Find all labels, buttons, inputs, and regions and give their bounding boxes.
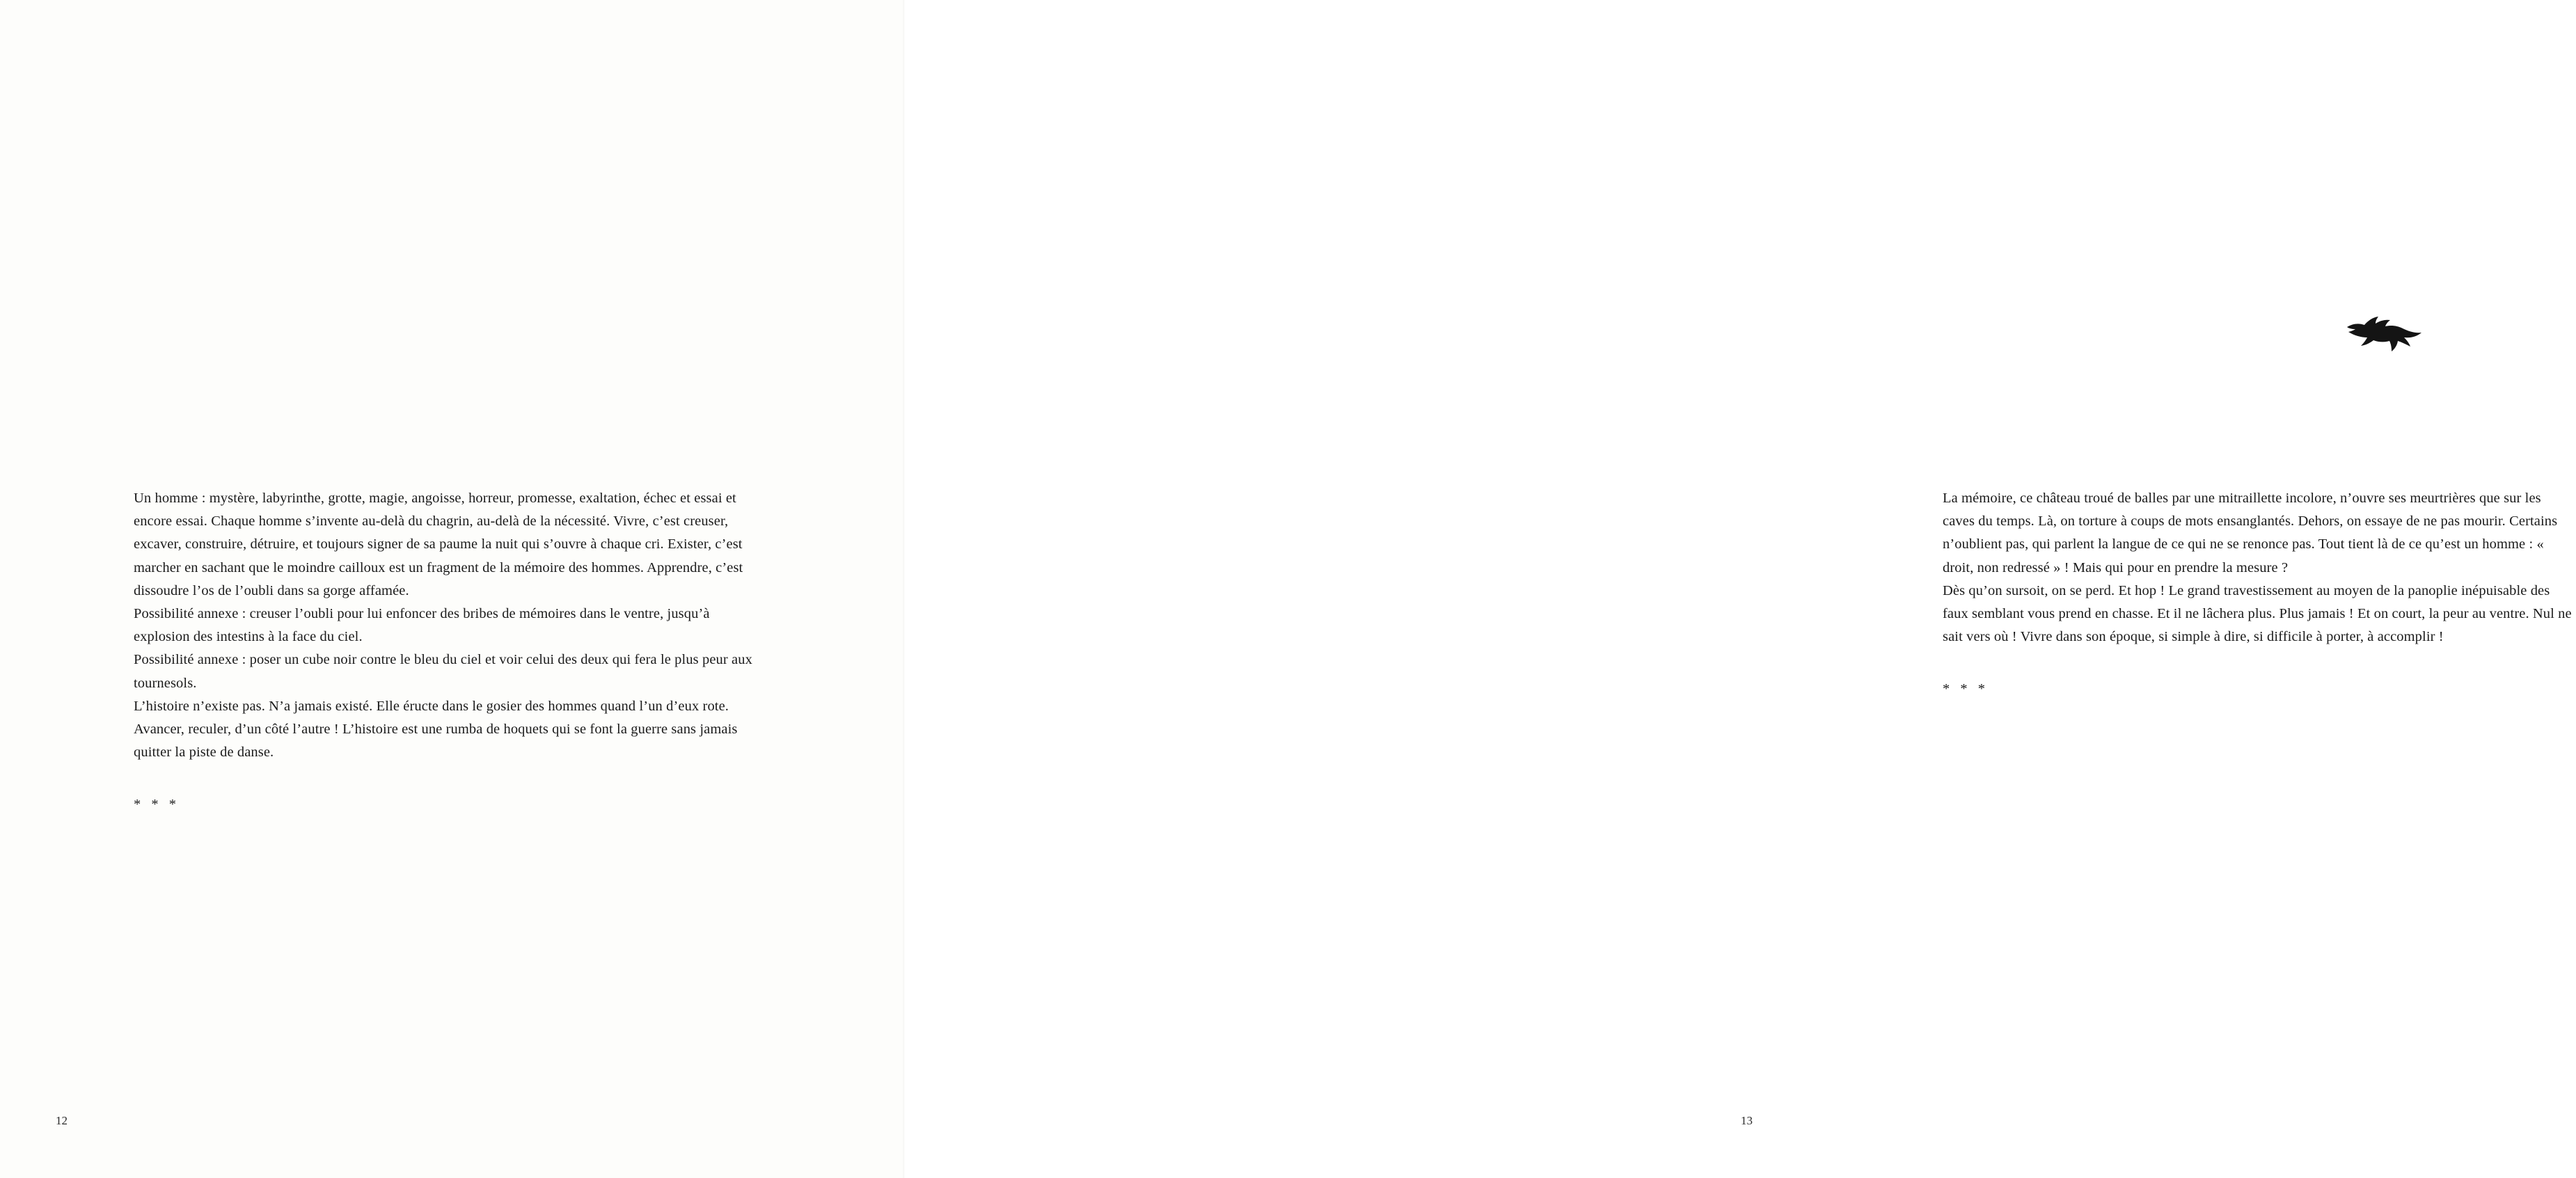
section-separator: * * *	[134, 797, 180, 813]
paragraph: Possibilité annexe : poser un cube noir contre le bleu du ciel et voir celui des deux qui fera le plus peur aux tournesols.	[134, 652, 752, 691]
right-page-text	[1943, 487, 2576, 701]
paragraph: Possibilité annexe : creuser l’oubli pour lui enfoncer des bribes de mémoires dans le ventre, jusqu’à explosion des intestins à la face du ciel.	[134, 606, 710, 645]
page-number-right: 13	[1741, 1114, 1753, 1127]
left-page-text	[134, 487, 767, 817]
left-page	[0, 0, 904, 1178]
paragraph: Dès qu’on sursoit, on se perd. Et hop ! Le grand travestissement au moyen de la panoplie inépuisable des faux semblant vous prend en chasse. Et il ne lâchera plus. Plus jamais ! Et on court, la peur au ventre. Nul ne sait vers où ! Vivre dans son époque, si simple à dire, si difficile à porter, à accomplir !	[1943, 582, 2572, 645]
right-page	[904, 0, 2572, 1178]
flying-bird-silhouette-icon	[2341, 306, 2425, 362]
paragraph: L’histoire n’existe pas. N’a jamais existé. Elle éructe dans le gosier des hommes quand l’un d’eux rote. Avancer, reculer, d’un côté l’autre ! L’histoire est une rumba de hoquets qui se font la guerre sans jamais quitter la piste de danse.	[134, 698, 738, 761]
section-separator: * * *	[1943, 681, 1989, 697]
paragraph: Un homme : mystère, labyrinthe, grotte, magie, angoisse, horreur, promesse, exaltation, échec et essai et encore essai. Chaque homme s’invente au-delà du chagrin, au-delà de la nécessité. Vivre, c’est creuser, excaver, construire, détruire, et toujours signer de sa paume la nuit qui s’ouvre à chaque cri. Exister, c’est marcher en sachant que le moindre cailloux est un fragment de la mémoire des hommes. Apprendre, c’est dissoudre l’os de l’oubli dans sa gorge affamée.	[134, 491, 743, 598]
page-number-left: 12	[56, 1114, 68, 1127]
paragraph: La mémoire, ce château troué de balles par une mitraillette incolore, n’ouvre ses meurtrières que sur les caves du temps. Là, on torture à coups de mots ensanglantés. Dehors, on essaye de ne pas mourir. Certains n’oublient pas, qui parlent la langue de ce qui ne se renonce pas. Tout tient là de ce qu’est un homme : « droit, non redressé » ! Mais qui pour en prendre la mesure ?	[1943, 491, 2558, 575]
